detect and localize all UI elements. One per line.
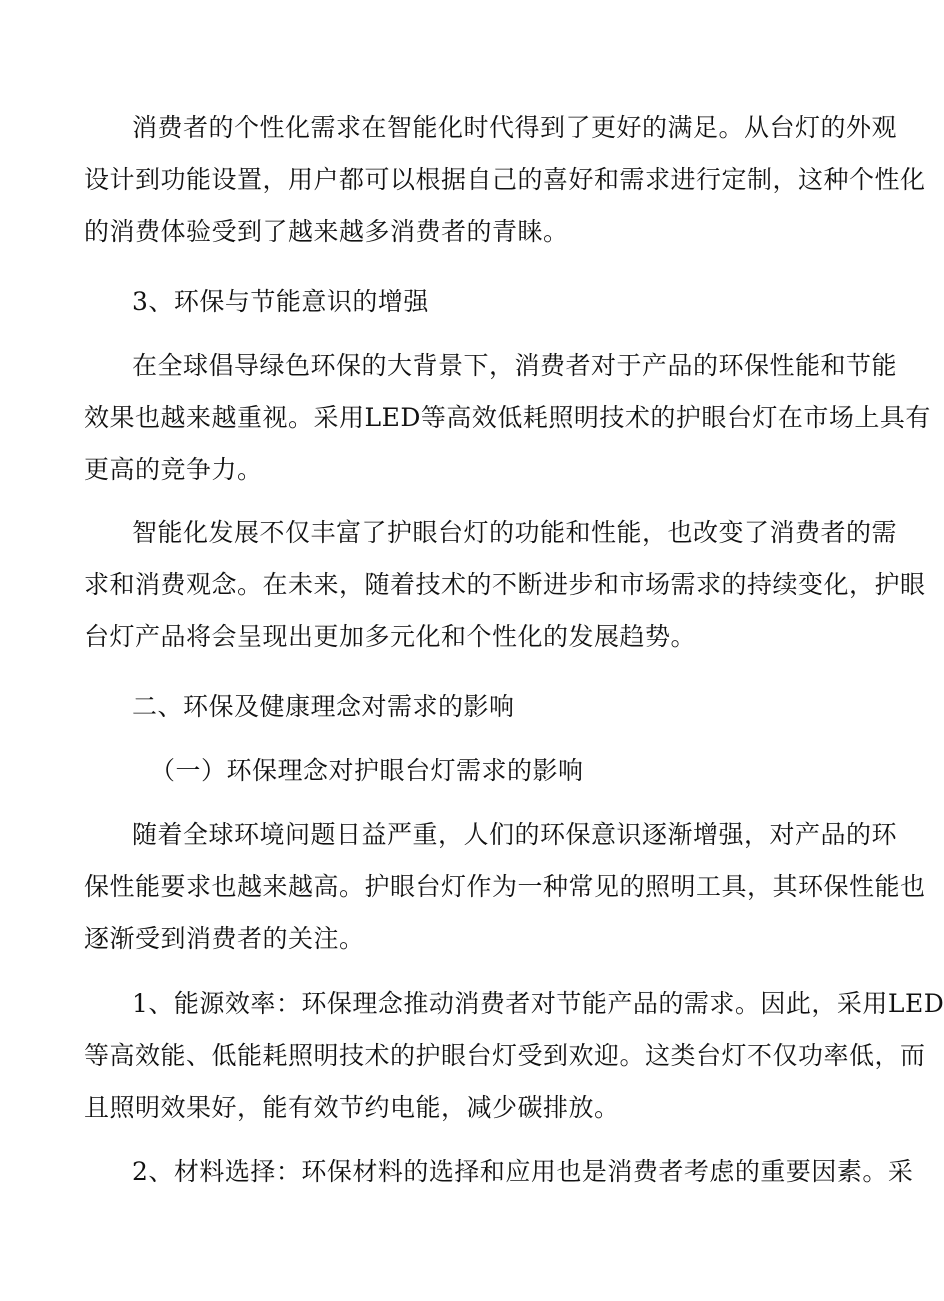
paragraph-6-line-1: 2、材料选择：环保材料的选择和应用也是消费者考虑的重要因素。采 <box>132 1157 914 1186</box>
heading-environmental-awareness: 3、环保与节能意识的增强 <box>132 287 429 316</box>
paragraph-4-line-2: 保性能要求也越来越高。护眼台灯作为一种常见的照明工具，其环保性能也 <box>84 872 926 901</box>
subsection-1-title: （一）环保理念对护眼台灯需求的影响 <box>150 756 584 785</box>
paragraph-4-line-1: 随着全球环境问题日益严重，人们的环保意识逐渐增强，对产品的环 <box>132 820 898 849</box>
paragraph-5-line-2: 等高效能、低能耗照明技术的护眼台灯受到欢迎。这类台灯不仅功率低，而 <box>84 1041 926 1070</box>
paragraph-2-line-1: 在全球倡导绿色环保的大背景下，消费者对于产品的环保性能和节能 <box>132 351 898 380</box>
paragraph-4-line-3: 逐渐受到消费者的关注。 <box>84 924 365 953</box>
paragraph-1-line-2: 设计到功能设置，用户都可以根据自己的喜好和需求进行定制，这种个性化 <box>84 165 926 194</box>
paragraph-5-line-3: 且照明效果好，能有效节约电能，减少碳排放。 <box>84 1093 620 1122</box>
paragraph-3-line-1: 智能化发展不仅丰富了护眼台灯的功能和性能，也改变了消费者的需 <box>132 518 898 547</box>
paragraph-3-line-3: 台灯产品将会呈现出更加多元化和个性化的发展趋势。 <box>84 622 697 651</box>
paragraph-2-line-3: 更高的竞争力。 <box>84 455 263 484</box>
paragraph-1-line-1: 消费者的个性化需求在智能化时代得到了更好的满足。从台灯的外观 <box>132 113 898 142</box>
paragraph-5-line-1: 1、能源效率：环保理念推动消费者对节能产品的需求。因此，采用LED <box>132 989 944 1018</box>
paragraph-3-line-2: 求和消费观念。在未来，随着技术的不断进步和市场需求的持续变化，护眼 <box>84 570 926 599</box>
paragraph-2-line-2: 效果也越来越重视。采用LED等高效低耗照明技术的护眼台灯在市场上具有 <box>84 403 931 432</box>
section-2-title: 二、环保及健康理念对需求的影响 <box>132 692 515 721</box>
paragraph-1-line-3: 的消费体验受到了越来越多消费者的青睐。 <box>84 217 569 246</box>
